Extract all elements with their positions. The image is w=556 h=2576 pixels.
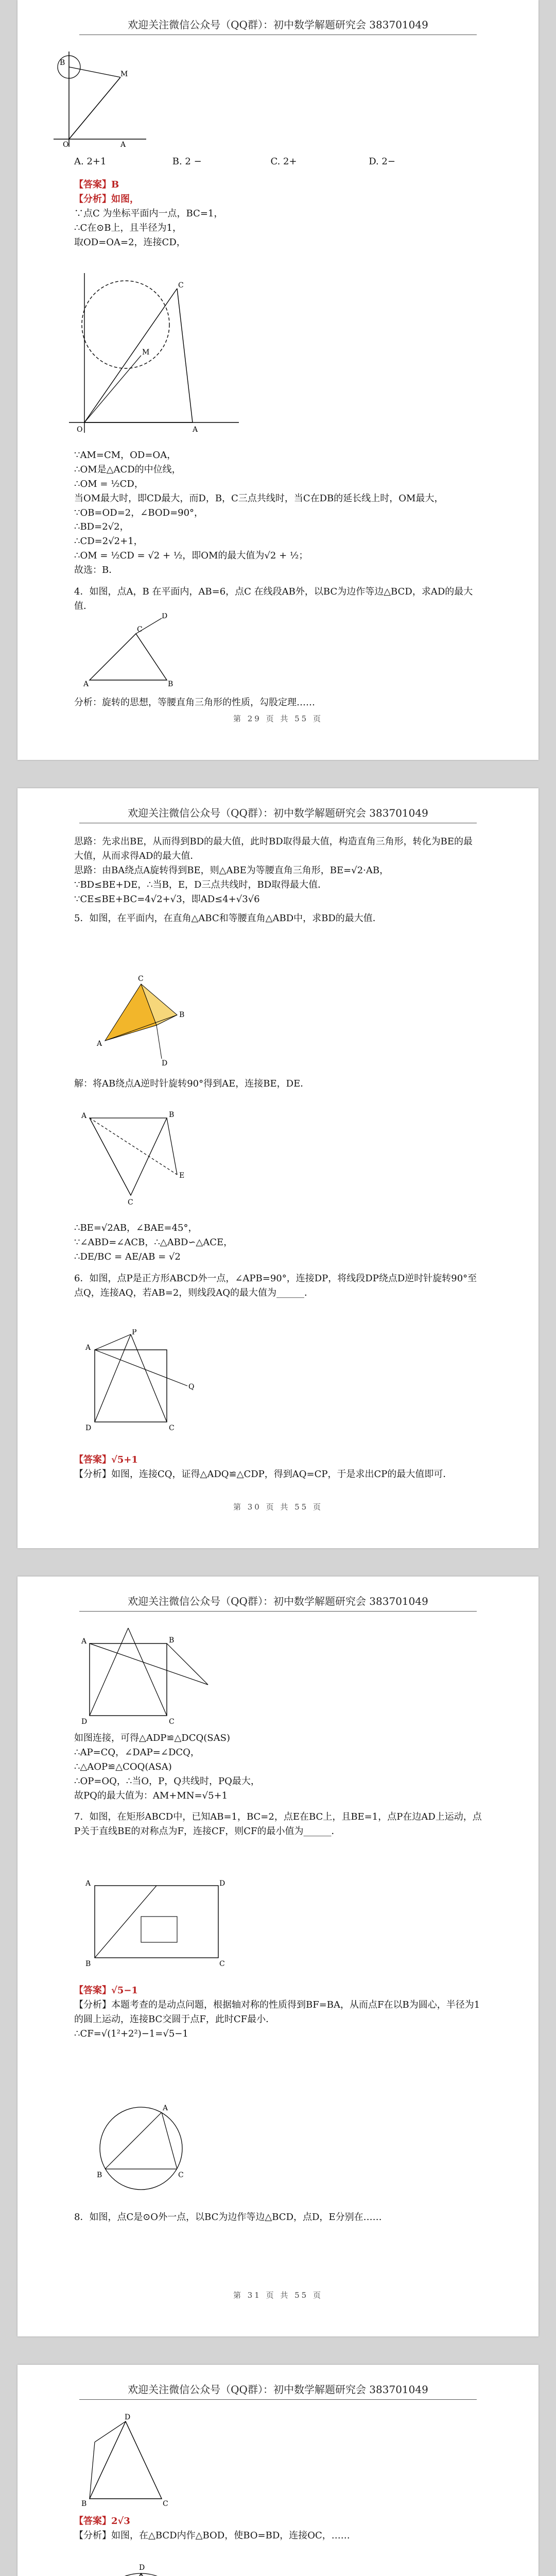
svg-text:A: A (193, 426, 198, 434)
answer-block: 【答案】√5+1 【分析】如图，连接CQ，证得△ADQ≌△CDP，得到AQ=CP，于是求出CP的最大值即可． (74, 1454, 453, 1480)
svg-text:B: B (179, 1011, 185, 1019)
svg-text:C: C (219, 1960, 225, 1968)
option-d: D. 2− (369, 156, 395, 167)
svg-text:A: A (83, 680, 89, 688)
svg-text:D: D (162, 613, 168, 620)
svg-text:A: A (97, 1040, 102, 1048)
svg-text:Q: Q (188, 1383, 195, 1391)
svg-text:P: P (132, 1329, 137, 1336)
svg-text:B: B (169, 1636, 175, 1645)
svg-text:A: A (81, 1637, 87, 1646)
svg-text:B: B (60, 59, 65, 67)
svg-text:A: A (85, 1344, 91, 1352)
figure-q3-axes (38, 46, 151, 149)
svg-text:A: A (85, 1879, 91, 1888)
svg-text:D: D (125, 2413, 131, 2421)
svg-text:D: D (139, 2564, 145, 2572)
svg-text:B: B (81, 2500, 87, 2508)
solution-text-2: 解：将AB绕点A逆时针旋转90°得到AE，连接BE，DE． (74, 1078, 310, 1089)
svg-text:C: C (128, 1198, 133, 1207)
page-header: 欢迎关注微信公众号（QQ群）：初中数学解题研究会 383701049 (79, 2381, 477, 2400)
figure-q5-rotation (74, 1097, 208, 1211)
page-footer: 第 29 页 共 55 页 (233, 714, 323, 723)
document-page-32 (18, 2365, 538, 2576)
svg-text:B: B (85, 1960, 91, 1968)
document-page-29 (18, 0, 538, 760)
svg-text:D: D (162, 1059, 168, 1066)
page-header: 欢迎关注微信公众号（QQ群）：初中数学解题研究会 383701049 (79, 16, 477, 35)
options-row (74, 155, 482, 169)
figure-q4-triangle (79, 613, 182, 690)
solution-text: 【答案】B 【分析】如图， ∵点C 为坐标平面内一点，BC=1， ∴C在⊙B上，且半径为1， 取OD=OA=2，连接CD， (74, 179, 223, 248)
svg-text:C: C (178, 2171, 184, 2179)
svg-text:A: A (120, 141, 126, 149)
solution-text: 如图连接，可得△ADP≌△DCQ(SAS) ∴AP=CQ，∠DAP=∠DCQ， ∴△AOP≌△COQ(ASA) ∴OP=OQ，∴当O，P，Q共线时，PQ最大， 故PQ的最大值为：AM+MN=√5+1 7．如图，在矩形ABCD中，已知AB=1，BC=2，点E在BC上，且BE=1，点P在边AD上运动，点P关于直线BE的对称点为F，连接CF，则CF的最小值为______． (74, 1733, 482, 1837)
svg-text:C: C (178, 281, 184, 290)
svg-text:D: D (85, 1424, 92, 1432)
svg-text:C: C (163, 2500, 168, 2508)
figure-q7-rectangle (79, 1870, 234, 1973)
svg-text:B: B (169, 1111, 175, 1119)
page-footer: 第 30 页 共 55 页 (233, 1502, 323, 1512)
question-8: 8．如图，点C是⊙O外一点，以BC为边作等边△BCD，点D，E分别在…… (74, 2212, 382, 2223)
svg-text:B: B (97, 2171, 102, 2179)
document-page-30 (18, 788, 538, 1548)
answer-block: 【答案】√5−1 【分析】本题考查的是动点问题，根据轴对称的性质得到BF=BA，从而点F在以B为圆心，半径为1的圆上运动，连接BC交圆于点F，此时CF最小． ∴CF=√(1²+2²)−1=√5−1 (74, 1985, 480, 2039)
figure-q5-colored (84, 963, 198, 1066)
svg-text:D: D (81, 1718, 88, 1726)
answer-block: 【答案】2√3 【分析】如图，在△BCD内作△BOD，使BO=BD，连接OC，…… (74, 2516, 350, 2541)
svg-text:B: B (168, 680, 173, 688)
solution-text-3: ∴BE=√2AB，∠BAE=45°， ∵∠ABD=∠ACB，∴△ABD∽△ACE， ∴DE/BC = AE/AB = √2 6．如图，点P是正方形ABCD外一点，∠APB=90°，连接DP，将线段DP绕点D逆时针旋转90°至点Q，连接AQ，若AB=2，则线段AQ的最大值为______． (74, 1223, 477, 1298)
svg-text:M: M (120, 70, 128, 78)
svg-text:C: C (137, 625, 143, 634)
svg-text:E: E (179, 1172, 185, 1180)
svg-text:M: M (142, 348, 150, 357)
svg-text:O: O (63, 141, 69, 149)
svg-text:C: C (169, 1718, 175, 1726)
option-c: C. 2+ (270, 156, 297, 167)
figure-q6-solution (74, 1623, 218, 1726)
page-header: 欢迎关注微信公众号（QQ群）：初中数学解题研究会 383701049 (79, 805, 477, 823)
figure-q8-triangle (74, 2411, 177, 2509)
svg-text:C: C (169, 1424, 175, 1432)
svg-text:D: D (219, 1879, 225, 1888)
svg-text:C: C (138, 975, 144, 983)
page-footer: 第 31 页 共 55 页 (233, 2291, 323, 2300)
figure-q8-circle (74, 2561, 208, 2576)
solution-text-continued: ∵AM=CM，OD=OA， ∴OM是△ACD的中位线， ∴OM = ½CD， 当OM最大时，即CD最大，而D，B，C三点共线时，当C在DB的延长线上时，OM最大， ∵OB=OD=2，∠BOD=90°， ∴BD=2√2， ∴CD=2√2+1， ∴OM = ½CD = √2 + ½，即OM的最大值为√2 + ½； 故选：B． 4．如图，点A，B 在平面内，AB=6，点C 在线段AB外，以BC为边作等边△BCD，求AD的最大值． (74, 450, 473, 612)
figure-q3-circle (64, 268, 249, 438)
svg-text:A: A (163, 2104, 168, 2112)
figure-q6-square (74, 1329, 198, 1443)
figure-q7-circle (84, 2087, 208, 2200)
document-page-31 (18, 1577, 538, 2336)
svg-text:O: O (77, 426, 83, 434)
option-b: B. 2 − (172, 156, 202, 167)
option-a: A. 2+1 (74, 156, 107, 167)
analysis-note: 分析：旋转的思想，等腰直角三角形的性质，勾股定理…… (74, 697, 315, 708)
svg-text:A: A (81, 1112, 87, 1120)
page-header: 欢迎关注微信公众号（QQ群）：初中数学解题研究会 383701049 (79, 1593, 477, 1612)
solution-text: 思路：先求出BE，从而得到BD的最大值，此时BD取得最大值，构造直角三角形，转化为BE的最大值，从而求得AD的最大值． 思路：由BA绕点A旋转得到BE，则△ABE为等腰直角三角形，BE=√2·AB， ∵BD≤BE+DE，∴当B，E，D三点共线时，BD取得最大值． ∵CE≤BE+BC=4√2+√3，即AD≤4+√3√6 5．如图，在平面内，在直角△ABC和等腰直角△ABD中，求BD的最大值． (74, 836, 473, 924)
